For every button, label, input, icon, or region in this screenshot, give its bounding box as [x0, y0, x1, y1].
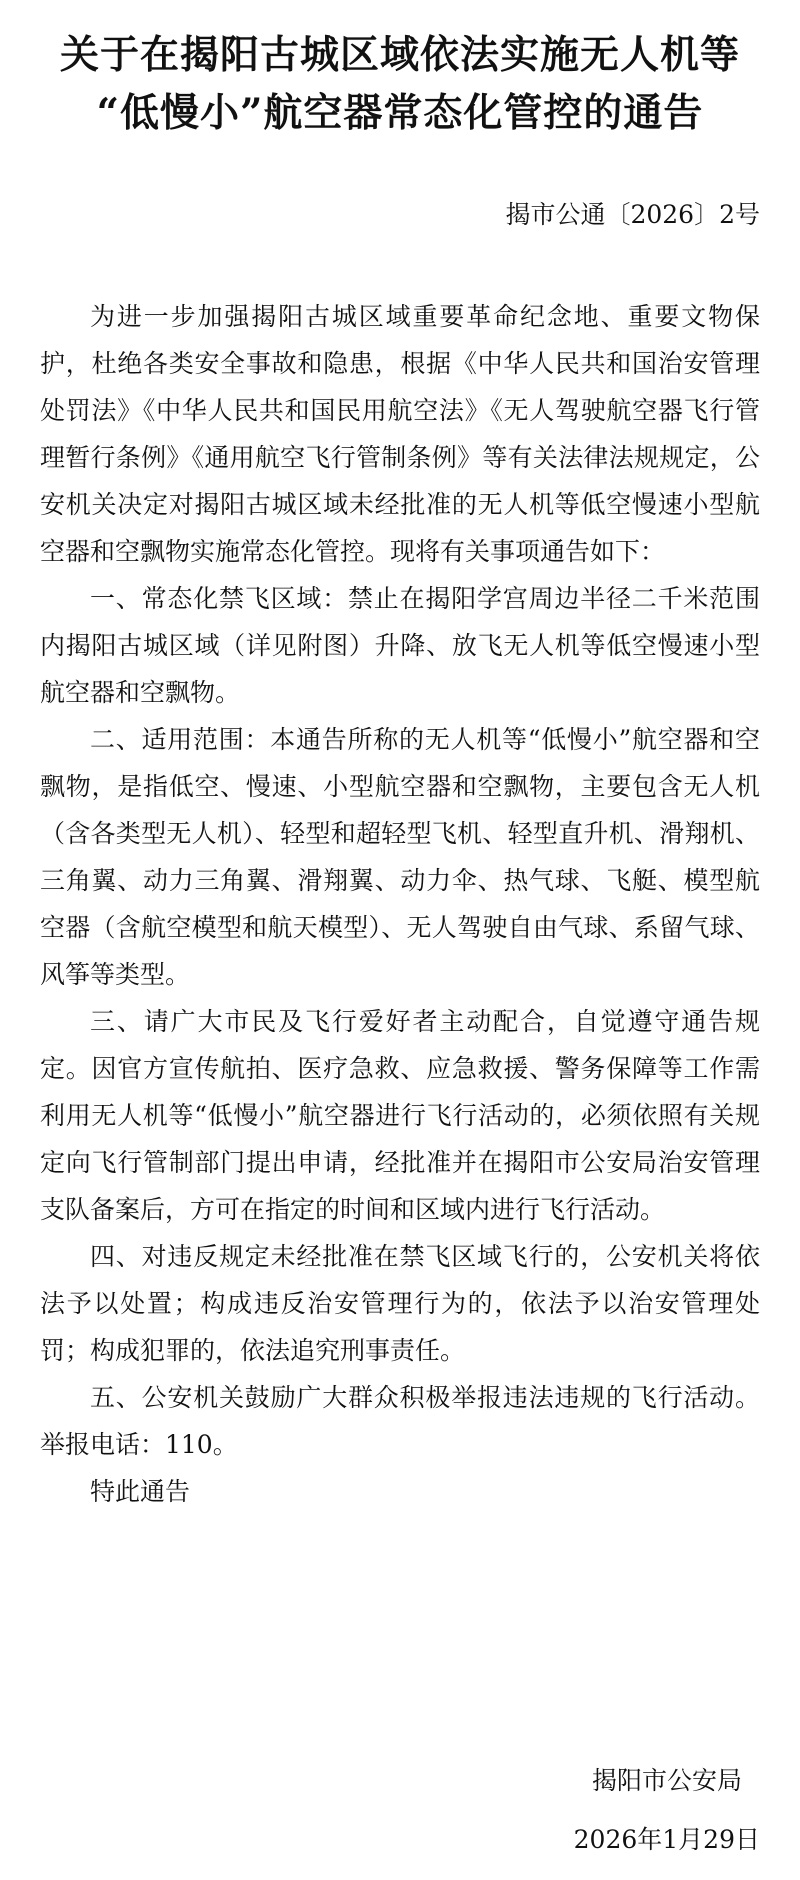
clause-3-cooperation: 三、请广大市民及飞行爱好者主动配合，自觉遵守通告规定。因官方宣传航拍、医疗急救、应急救援、警务保障等工作需利用无人机等“低慢小”航空器进行飞行活动的，必须依照有关规定向飞行管制部门提出申请，经批准并在揭阳市公安局治安管理支队备案后，方可在指定的时间和区域内进行飞行活动。	[40, 1007, 760, 1224]
issue-date: 2026年1月29日	[573, 1825, 760, 1854]
clause-4-penalties: 四、对违反规定未经批准在禁飞区域飞行的，公安机关将依法予以处置；构成违反治安管理行为的，依法予以治安管理处罚；构成犯罪的，依法追究刑事责任。	[40, 1242, 760, 1365]
preamble-paragraph: 为进一步加强揭阳古城区域重要革命纪念地、重要文物保护，杜绝各类安全事故和隐患，根据《中华人民共和国治安管理处罚法》《中华人民共和国民用航空法》《无人驾驶航空器飞行管理暂行条例》《通用航空飞行管制条例》等有关法律法规规定，公安机关决定对揭阳古城区域未经批准的无人机等低空慢速小型航空器和空飘物实施常态化管控。现将有关事项通告如下：	[40, 302, 760, 566]
notice-body	[40, 293, 760, 1515]
notice-title-line-1: 关于在揭阳古城区域依法实施无人机等	[59, 32, 740, 78]
clause-2-scope: 二、适用范围：本通告所称的无人机等“低慢小”航空器和空飘物，是指低空、慢速、小型航空器和空飘物，主要包含无人机（含各类型无人机）、轻型和超轻型飞机、轻型直升机、滑翔机、三角翼、动力三角翼、滑翔翼、动力伞、热气球、飞艇、模型航空器（含航空模型和航天模型）、无人驾驶自由气球、系留气球、风筝等类型。	[40, 725, 760, 989]
closing-phrase: 特此通告	[90, 1477, 191, 1506]
issuer-signature: 揭阳市公安局	[591, 1766, 742, 1795]
notice-title-line-2: “低慢小”航空器常态化管控的通告	[96, 90, 704, 136]
clause-1-no-fly-zone: 一、常态化禁飞区域：禁止在揭阳学宫周边半径二千米范围内揭阳古城区域（详见附图）升降、放飞无人机等低空慢速小型航空器和空飘物。	[40, 584, 760, 707]
document-number: 揭市公通〔2026〕2号	[505, 200, 760, 229]
notice-title	[40, 26, 760, 142]
clause-5-reporting: 五、公安机关鼓励广大群众积极举报违法违规的飞行活动。举报电话：110。	[40, 1383, 760, 1459]
